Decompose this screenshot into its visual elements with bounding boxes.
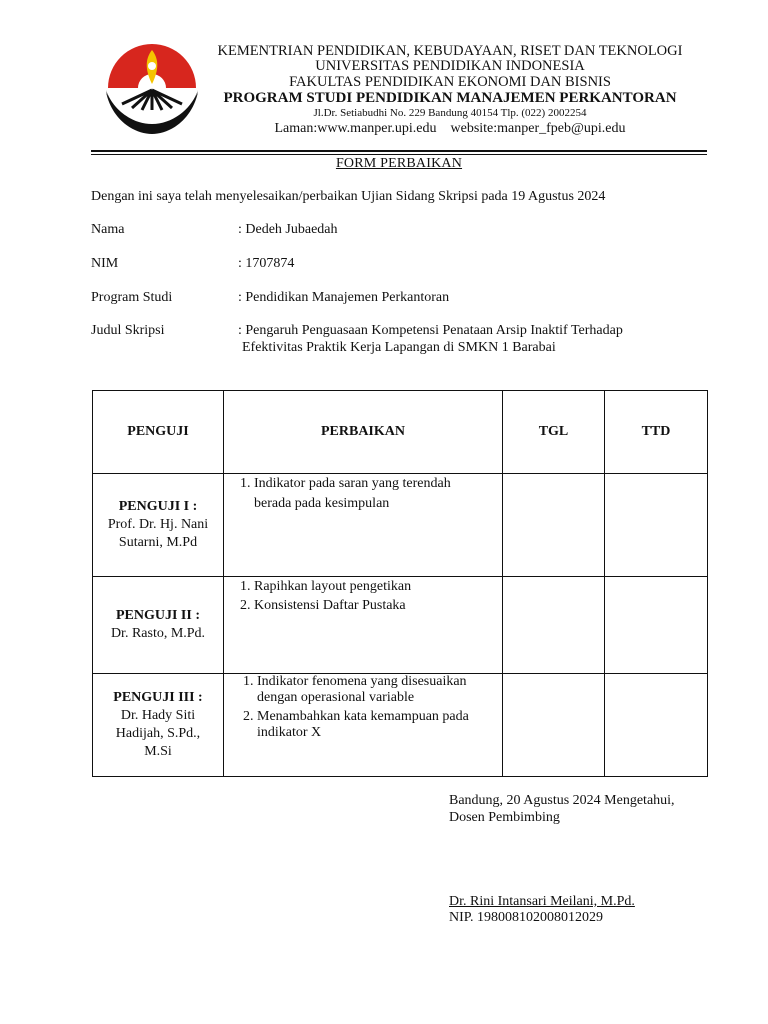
revision-item: 1. Indikator fenomena yang disesuaikan dengan operasional variable (257, 674, 496, 706)
header-ttd: TTD (605, 391, 708, 474)
signer-role: Dosen Pembimbing (449, 810, 560, 825)
examiner-name: Prof. Dr. Hj. Nani (107, 516, 209, 532)
nama-label: Nama (91, 222, 125, 237)
revision-cell (224, 577, 503, 674)
examiner-title: PENGUJI I : (118, 498, 198, 514)
revision-item: 2. Menambahkan kata kemampuan pada indikator X (257, 709, 496, 741)
table-row (93, 674, 708, 777)
revision-table (92, 390, 708, 777)
revision-item: 1. Rapihkan layout pengetikan (254, 577, 502, 596)
signature-cell (605, 474, 708, 577)
examiner-name: Sutarni, M.Pd (118, 535, 198, 551)
nim-label: NIM (91, 256, 119, 271)
date-cell (503, 474, 605, 577)
form-title: FORM PERBAIKAN (335, 156, 463, 171)
revision-item: 2. Konsistensi Daftar Pustaka (254, 596, 502, 615)
revision-item: 1. Indikator pada saran yang terendah berada pada kesimpulan (254, 474, 482, 514)
signer-name: Dr. Rini Intansari Meilani, M.Pd. (449, 894, 635, 909)
table-header-row (93, 391, 708, 474)
table-row (93, 577, 708, 674)
prodi-value: : Pendidikan Manajemen Perkantoran (238, 290, 450, 305)
examiner-title: PENGUJI III : (113, 689, 203, 705)
date-cell (503, 674, 605, 777)
examiner-cell (93, 577, 224, 674)
judul-value-line2: Efektivitas Praktik Kerja Lapangan di SMKN 1 Barabai (242, 340, 556, 355)
examiner-cell (93, 474, 224, 577)
faculty-name: FAKULTAS PENDIDIKAN EKONOMI DAN BISNIS (289, 74, 611, 90)
judul-value-line1: : Pengaruh Penguasaan Kompetensi Penataan Arsip Inaktif Terhadap (238, 323, 623, 338)
date-cell (503, 577, 605, 674)
ministry-name: KEMENTRIAN PENDIDIKAN, KEBUDAYAAN, RISET DAN TEKNOLOGI (217, 43, 683, 59)
judul-label: Judul Skripsi (91, 323, 165, 338)
header-penguji: PENGUJI (93, 391, 224, 474)
revision-cell (224, 474, 503, 577)
header-perbaikan: PERBAIKAN (224, 391, 503, 474)
header-tgl: TGL (503, 391, 605, 474)
program-name: PROGRAM STUDI PENDIDIKAN MANAJEMEN PERKANTORAN (223, 90, 677, 106)
examiner-name: Hadijah, S.Pd., (115, 726, 201, 741)
intro-statement: Dengan ini saya telah menyelesaikan/perbaikan Ujian Sidang Skripsi pada 19 Agustus 2024 (91, 189, 606, 204)
signature-cell (605, 577, 708, 674)
table-row (93, 474, 708, 577)
prodi-label: Program Studi (91, 290, 173, 305)
signature-cell (605, 674, 708, 777)
nama-value: : Dedeh Jubaedah (238, 222, 338, 237)
signer-nip: NIP. 198008102008012029 (449, 910, 604, 925)
header-divider-thin (91, 154, 707, 155)
examiner-title: PENGUJI II : (115, 607, 200, 623)
nim-value: : 1707874 (238, 256, 295, 271)
address: Jl.Dr. Setiabudhi No. 229 Bandung 40154 Tlp. (022) 2002254 (313, 107, 587, 119)
contact-info: Laman:www.manper.upi.edu website:manper_fpeb@upi.edu (274, 121, 626, 136)
place-date: Bandung, 20 Agustus 2024 Mengetahui, (449, 793, 675, 808)
revision-cell (224, 674, 503, 777)
university-name: UNIVERSITAS PENDIDIKAN INDONESIA (315, 58, 585, 74)
examiner-name: Dr. Hady Siti (120, 707, 196, 723)
examiner-name: M.Si (144, 744, 172, 760)
examiner-cell (93, 674, 224, 777)
header-divider-thick (91, 150, 707, 152)
examiner-name: Dr. Rasto, M.Pd. (110, 626, 206, 641)
